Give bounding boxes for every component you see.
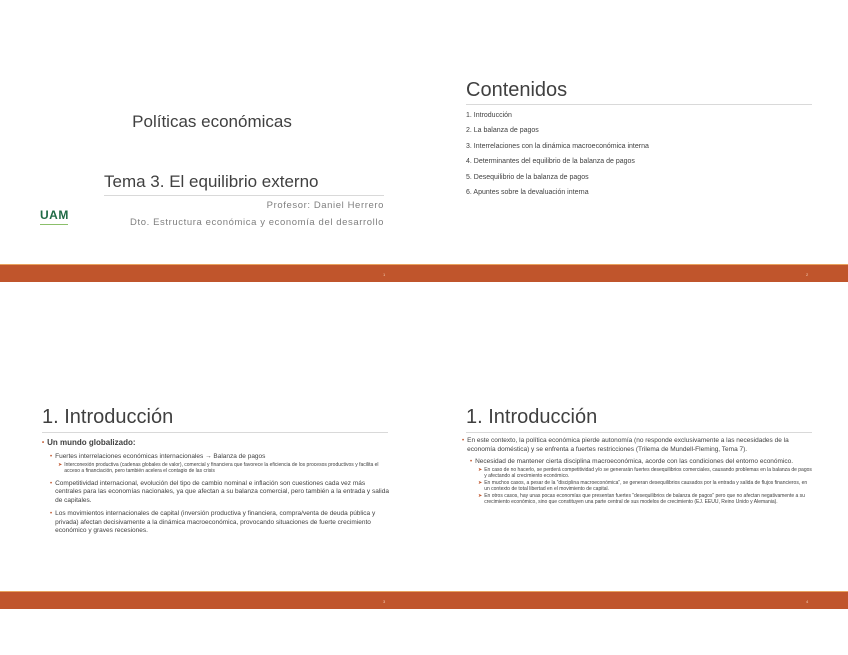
- intro-title: 1. Introducción: [42, 406, 174, 428]
- contents-item: 6. Apuntes sobre la devaluación interna: [466, 189, 589, 197]
- bullet-icon: •: [470, 459, 473, 465]
- contents-list: [466, 108, 649, 200]
- cover-department: Dto. Estructura económica y economía del desarrollo: [130, 217, 384, 228]
- cover-author: Profesor: Daniel Herrero: [266, 200, 384, 211]
- uam-logo: [40, 208, 70, 234]
- bullet-icon: •: [42, 440, 45, 446]
- slide-number: 4: [806, 599, 809, 604]
- cover-divider: [104, 195, 384, 196]
- list-item: [50, 510, 390, 536]
- list-item: [462, 437, 814, 454]
- contents-title: Contenidos: [466, 79, 568, 101]
- intro-title-rule: [42, 432, 388, 433]
- contents-item: 4. Determinantes del equilibrio de la balanza de pagos: [466, 158, 635, 166]
- contents-title-rule: [466, 104, 812, 105]
- triangle-bullet-icon: ➤: [478, 492, 483, 499]
- triangle-bullet-icon: ➤: [478, 479, 483, 486]
- bullet-icon: •: [50, 454, 53, 460]
- slide-number: 2: [806, 272, 809, 277]
- list-item: [478, 493, 814, 506]
- bullet-icon: •: [50, 480, 53, 487]
- contents-item: 3. Interrelaciones con la dinámica macroeconómica interna: [466, 142, 649, 150]
- footer-band: [0, 592, 848, 609]
- cover-title: Políticas económicas: [132, 112, 292, 131]
- list-item: [42, 438, 390, 448]
- list-item-text: Fuertes interrelaciones económicas internacionales → Balanza de pagos: [55, 453, 266, 460]
- list-item-text: Necesidad de mantener cierta disciplina macroeconómica, acorde con las condiciones del entorno económico.: [475, 458, 794, 465]
- list-item: [50, 453, 390, 462]
- logo-text: UAM: [40, 208, 69, 222]
- bullet-icon: •: [50, 511, 53, 517]
- footer-band: [0, 265, 848, 282]
- list-item-text: Interconexión productiva (cadenas globales de valor), comercial y financiera que favorece la eficiencia de los procesos productivos y facilita el acceso a financiación, pero también acelera el contagio de las crisis: [64, 461, 379, 474]
- lead-text: En este contexto, la política económica pierde autonomía (no responde exclusivamente a las necesidades de la economía doméstica) y se enfrenta a fuertes restricciones (Trilema de Mundell-Fleming, Tema 7).: [467, 437, 789, 453]
- list-item: [470, 458, 814, 467]
- triangle-bullet-icon: ➤: [58, 461, 63, 468]
- list-item-text: En otros casos, hay unas pocas economías que presentan fuertes “desequilibrios de balanza de pagos” pero que no afectan negativamente a su crecimiento económico, sino que constituyen una parte central de sus modelos de crecimiento (EJ. EEUU, Reino Unido y Alemania).: [484, 492, 805, 505]
- intro-list: [42, 438, 390, 536]
- list-item-text: Competitividad internacional, evolución del tipo de cambio nominal e inflación son cuestiones cada vez más centrales para las economías nacionales, ya que afectan a su balanza comercial, pero también a la entrada y salida de capitales.: [55, 479, 389, 504]
- list-item-text: Los movimientos internacionales de capital (inversión productiva y financiera, compra/venta de deuda pública y privada) afectan decisivamente a la dinámica macroeconómica, provocando situaciones de fuerte crecimiento económico y graves recesiones.: [55, 510, 376, 534]
- contents-item: 2. La balanza de pagos: [466, 127, 539, 135]
- list-item: [50, 480, 390, 506]
- intro-title-2-rule: [466, 432, 812, 433]
- slide-number: 3: [383, 599, 386, 604]
- cover-subtitle: Tema 3. El equilibrio externo: [104, 172, 319, 191]
- list-item: [478, 480, 814, 493]
- contents-item: 1. Introducción: [466, 112, 512, 119]
- intro-title-2: 1. Introducción: [466, 406, 598, 428]
- bullet-icon: •: [462, 438, 465, 444]
- list-item: [478, 467, 814, 480]
- logo-underline: [40, 224, 68, 225]
- list-item-text: En muchos casos, a pesar de la “disciplina macroeconómica”, se generan desequilibrios causados por la entrada y salida de flujos financieros, en un contexto de total libertad en el movimiento de capital.: [484, 479, 808, 492]
- triangle-bullet-icon: ➤: [478, 466, 483, 473]
- lead-text: Un mundo globalizado:: [47, 438, 136, 447]
- list-item-text: En caso de no hacerlo, se perderá competitividad y/o se generarán fuertes desequilibrios comerciales, causando problemas en la balanza de pagos y afectando al crecimiento económico.: [484, 466, 812, 479]
- intro-list-2: [462, 437, 814, 506]
- arrow-right-icon: →: [205, 453, 212, 460]
- slide-number: 1: [383, 272, 386, 277]
- list-item: [58, 462, 390, 475]
- contents-item: 5. Desequilibrio de la balanza de pagos: [466, 173, 589, 181]
